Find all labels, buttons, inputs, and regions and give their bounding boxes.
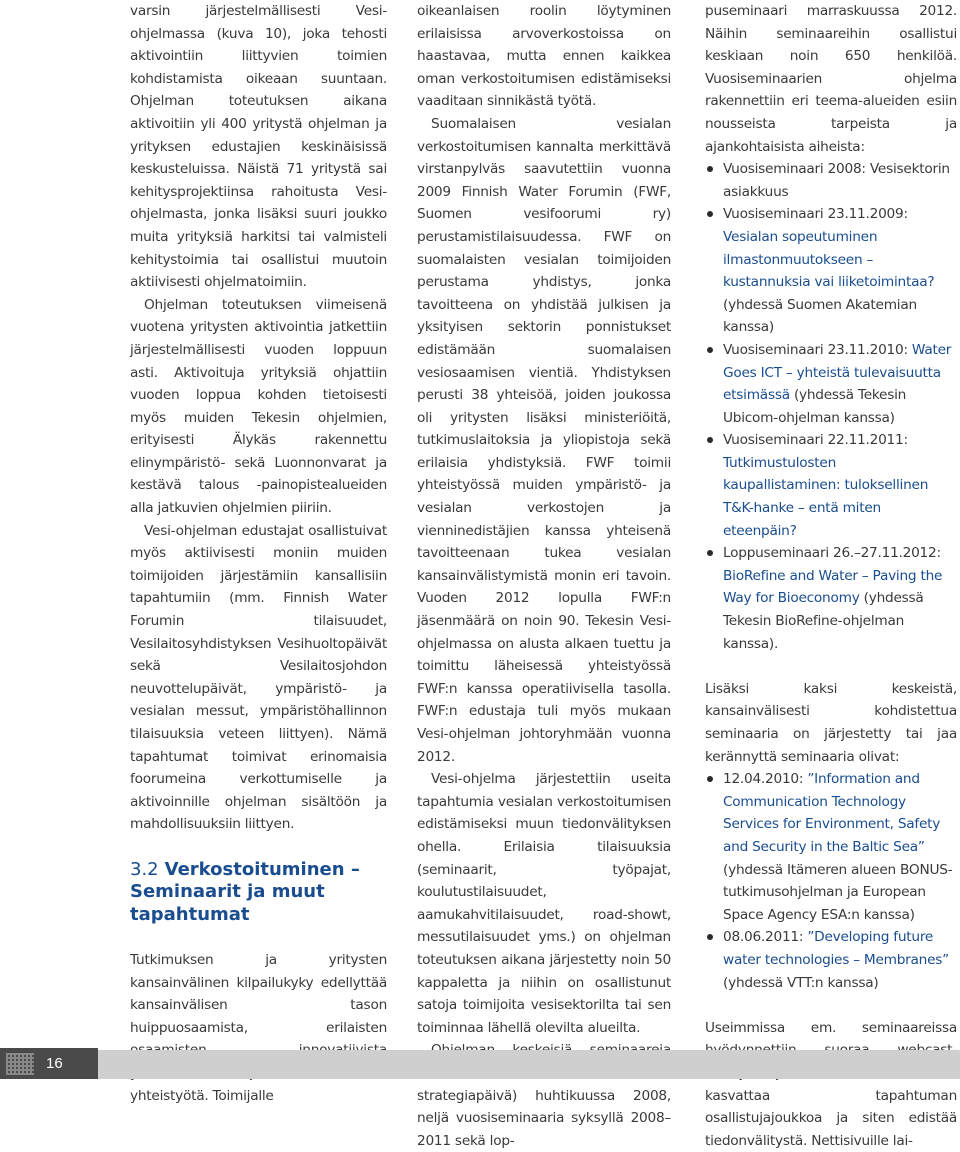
item-link[interactable]: ”Information and Communication Technology Services for Environment, Safety and Security in the Baltic Sea”	[723, 771, 941, 855]
page-number: 16	[46, 1055, 63, 1072]
item-text: Vuosiseminaari 23.11.2010:	[723, 341, 912, 358]
item-link[interactable]: Vesialan sopeutuminen ilmastonmuutokseen – kustannuksia vai liiketoimintaa?	[723, 228, 935, 291]
item-text: 08.06.2011:	[723, 929, 808, 946]
item-text: (yhdessä VTT:n kanssa)	[723, 974, 879, 991]
page-number-box	[0, 1048, 98, 1079]
list-item	[705, 926, 957, 994]
list-item	[705, 542, 957, 655]
item-link[interactable]: Tutkimustulosten kaupallistaminen: tuloksellinen T&K-hanke – entä miten eteenpäin?	[723, 454, 929, 539]
list-item	[705, 339, 957, 429]
list-item	[705, 203, 957, 339]
item-link[interactable]: Water Goes ICT – yhteistä tulevaisuutta etsimässä	[723, 341, 952, 404]
paragraph: Suomalaisen vesialan verkostoitumisen kannalta merkittävä virstanpylväs saavutettiin vuonna 2009 Finnish Water Forumin (FWF, Suomen vesifoorumi ry) perustamistilaisuudessa. FWF on suomalaisten vesialan toimijoiden perustama yhdistys, jonka tavoitteena on yhdistää julkisen ja yksityisen sektorin ponnistukset edistämään suomalaisen vesiosaamisen vientiä. Yhdistyksen perusti 38 yhteisöä, joiden joukossa oli yritysten lisäksi ministeriöitä, tutkimuslaitoksia ja yliopistoja sekä erilaisia yhdistyksiä. FWF toimii yhteistyössä muiden ympäristö- ja vesialan verkostojen ja vienninedistäjien kanssa yhteisenä tavoitteenaan tukea vesialan kansainvälistymistä monin eri tavoin. Vuoden 2012 lopulla FWF:n jäsenmäärä on noin 90. Tekesin Vesi-ohjelmassa on alusta alkaen tuettu ja toimittu läheisessä yhteistyössä FWF:n kanssa operatiivisella tasolla. FWF:n edustaja tuli myös mukaan Vesi-ohjelman johtoryhmään vuonna 2012.	[417, 115, 671, 765]
international-seminar-list	[705, 768, 957, 994]
list-item	[705, 429, 957, 542]
seminar-list	[705, 158, 957, 655]
item-text: Loppuseminaari 26.–27.11.2012:	[723, 545, 941, 562]
section-heading	[130, 859, 387, 927]
column-right	[705, 0, 957, 1152]
paragraph: Useimmissa em. seminaareissa kasvattaa tapahtuman osallistujajoukkoa ja siten edistää tiedonvälitystä. Nettisivuille lai-	[705, 1019, 957, 1149]
item-text: 12.04.2010:	[723, 771, 808, 788]
paragraph: Ohjelman toteutuksen viimeisenä vuotena yritysten aktivointia jatkettiin järjestelmällisesti vuoden loppuun asti. Aktivoituja yrityksiä ohjattiin vuoden loppua kohden tietoisesti myös muiden Tekesin ohjelmien, erityisesti Älykäs rakennettu elinympäristö- sekä Luonnonvarat ja kestävä talous -painopistealueiden alla jatkuvien ohjelmien piiriin.	[130, 296, 387, 517]
paragraph: Vesi-ohjelman edustajat osallistuivat myös aktiivisesti moniin muiden toimijoiden järjestämiin kansallisiin tapahtumiin (mm. Finnish Water Forumin tilaisuudet, Vesilaitosyhdistyksen Vesihuoltopäivät sekä Vesilaitosjohdon neuvottelupäivät, ympäristö- ja vesialan messut, ympäristöhallinnon tilaisuuksia veteen liittyen). Nämä tapahtumat toimivat erinomaisia foorumeina verkottumiselle ja aktivoinnille ohjelman sisältöön ja mahdollisuuksiin liittyen.	[130, 522, 387, 833]
item-link[interactable]: BioRefine and Water – Paving the Way for Bioeconomy	[723, 567, 943, 607]
section-title: Verkostoituminen – Seminaarit ja muut tapahtumat	[130, 858, 360, 925]
section-number: 3.2	[130, 858, 159, 880]
paragraph: Tutkimuksen ja yritysten kansainvälinen kilpailukyky edellyttää kansainvälisen tason huippuosaamista, erilaisten yhteistyötä. Toimijalle	[130, 951, 387, 1104]
paragraph: Lisäksi kaksi keskeistä, kansainvälisesti kohdistettua seminaaria on järjestetty tai jaa kerännyttä seminaaria olivat:	[705, 680, 957, 765]
item-text: (yhdessä Tekesin BioRefine-ohjelman kanssa).	[723, 590, 924, 652]
paragraph: puseminaari marraskuussa 2012. Näihin seminaareihin osallistui keskiaan noin 650 henkilöä. Vuosiseminaarien ohjelma rakennettiin eri teema-alueiden esiin nousseista tarpeista ja ajankohtaisista aiheista:	[705, 3, 957, 155]
paragraph: oikeanlaisen roolin löytyminen erilaisissa arvoverkostoissa on haastavaa, mutta ennen kaikkea oman verkostoitumisen edistämiseksi vaaditaan sinnikästä työtä.	[417, 3, 671, 110]
item-link[interactable]: ”Developing future water technologies – Membranes”	[723, 929, 949, 968]
item-text: Vuosiseminaari 22.11.2011:	[723, 432, 908, 449]
item-text: (yhdessä Itämeren alueen BONUS-tutkimusohjelman ja European Space Agency ESA:n kanssa)	[723, 861, 953, 923]
paragraph: varsin järjestelmällisesti Vesi-ohjelmassa (kuva 10), joka tehosti aktivointiin liittyvien toimien kohdistamista oikeaan suuntaan. Ohjelman toteutuksen aikana aktivoitiin yli 400 yritystä ohjelman ja yrityksen edustajien keskinäisissä keskusteluissa. Näistä 71 yritystä sai kehitysprojektiinsa rahoitusta Vesi-ohjelmasta, jonka lisäksi suuri joukko muita yrityksiä harkitsi tai valmisteli kehitystoimia tai osallistui muutoin aktiivisesti ohjelmatoimiin.	[130, 3, 387, 291]
column-middle	[417, 0, 671, 1152]
column-left	[130, 0, 387, 1107]
paragraph: Vesi-ohjelma järjestettiin useita tapahtumia vesialan verkostoitumisen edistämiseksi muun tiedonvälityksen ohella. Erilaisia tilaisuuksia (seminaarit, työpajat, koulutustilaisuudet, aamukahvitilaisuudet, road-showt, messutilaisuudet yms.) on ohjelman toteutuksen aikana järjestetty noin 50 kappaletta ja niihin on osallistunut satoja toimijoita vesisektorilta tai sen toiminnaa lähellä olevilta alueilta.	[417, 771, 671, 1036]
list-item	[705, 768, 957, 926]
item-text: (yhdessä Tekesin Ubicom-ohjelman kanssa)	[723, 387, 907, 426]
item-text: (yhdessä Suomen Akatemian kanssa)	[723, 296, 917, 336]
item-text: Vuosiseminaari 2008: Vesisektorin asiakkuus	[723, 161, 950, 200]
grid-pattern-icon	[6, 1053, 34, 1075]
list-item	[705, 158, 957, 203]
paragraph: strategiapäivä) huhtikuussa 2008, neljä vuosiseminaaria syksyllä 2008–2011 sekä lop-	[417, 1087, 671, 1149]
item-text: Vuosiseminaari 23.11.2009:	[723, 206, 908, 223]
footer-bar	[0, 1050, 960, 1079]
